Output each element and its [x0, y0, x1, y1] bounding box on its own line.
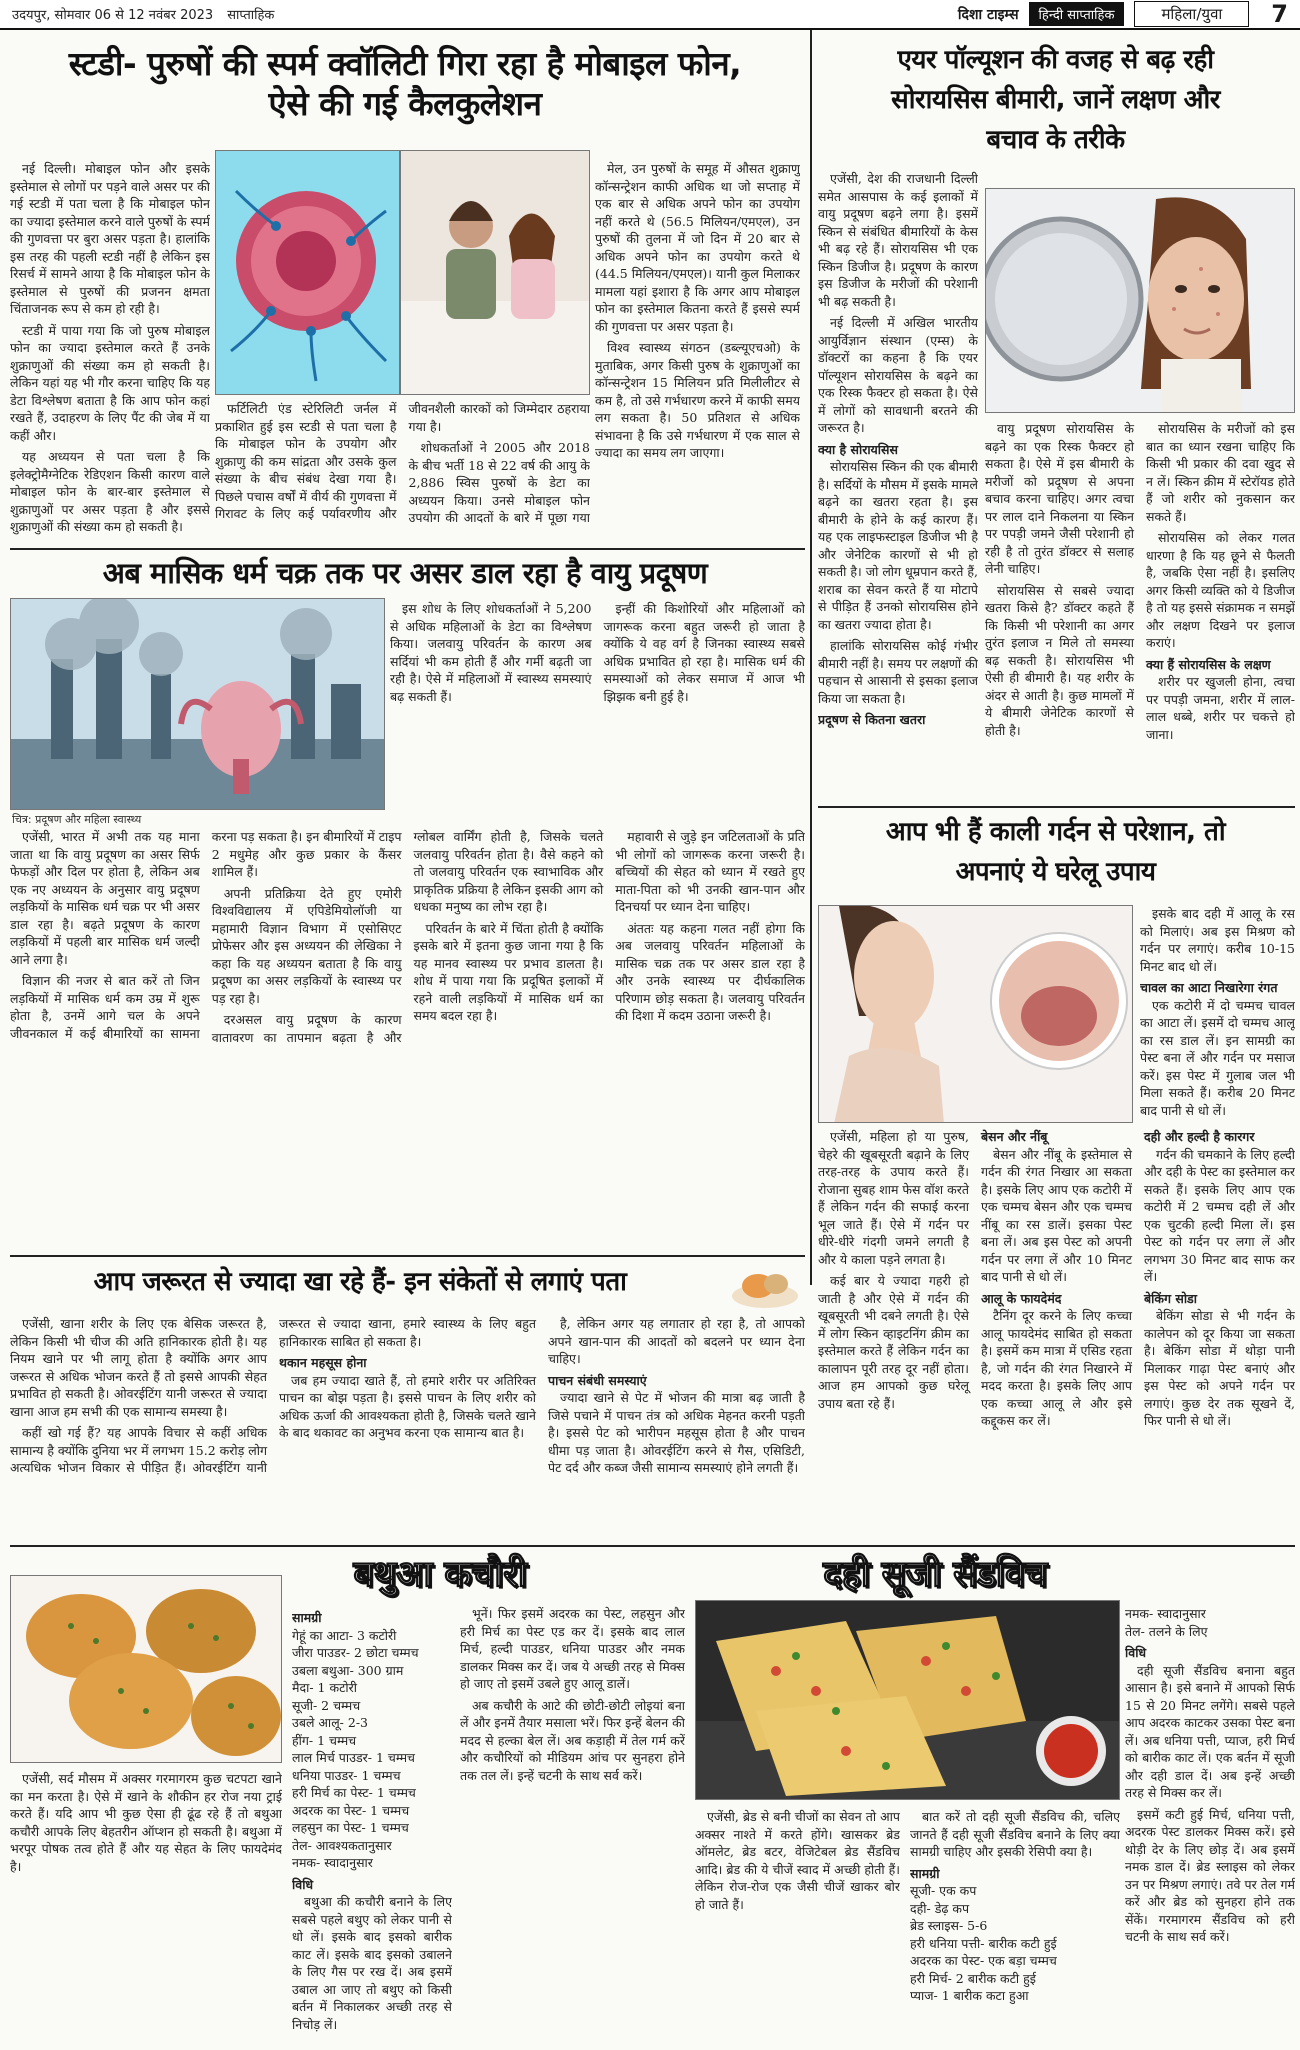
- ingredient: गेहूं का आटा- 3 कटोरी: [292, 1627, 397, 1643]
- article-body: [390, 600, 805, 818]
- paragraph: विश्व स्वास्थ्य संगठन (डब्ल्यूएचओ) के मुताबिक, अगर किसी पुरुष के शुक्राणुओं का कॉन्सन्ट्रेशन 15 मिलियन प्रति मिलीलीटर से कम है, तो उसे गर्भधारण करने में काफी समय लग सकता है। 50 प्रतिशत से अधिक संभावना है कि उसे गर्भधारण में एक साल से ज्यादा का समय लग जाएगा।: [595, 340, 800, 460]
- paragraph: सोरायसिस के मरीजों को इस बात का ध्यान रखना चाहिए कि किसी भी प्रकार की दवा खुद से न लें। स्किन क्रीम में स्टेरॉयड होते हैं जो शरीर को नुकसान कर सकते हैं।: [1146, 421, 1295, 524]
- paragraph: एक कटोरी में दो चम्मच चावल का आटा लें। इसमें दो चम्मच आलू का रस डाल लें। इन सामग्री का पेस्ट बना लें और गर्दन पर मसाज करें। इस पेस्ट में गुलाब जल भी मिला सकते हैं। करीब 20 मिनट बाद पानी से धो लें।: [1140, 997, 1295, 1118]
- ingredient: तेल- तलने के लिए: [1125, 1623, 1208, 1639]
- paragraph: नई दिल्ली में अखिल भारतीय आयुर्विज्ञान संस्थान (एम्स) के डॉक्टरों का कहना है कि एयर पॉल्यूशन सोरायसिस के बढ़ने का एक रिस्क फैक्टर हो सकता है। ऐसे में लोगों को सावधानी बरतने की जरूरत है।: [818, 315, 978, 435]
- section-rule: [10, 1255, 805, 1257]
- article-headline-overeating: आप जरूरत से ज्यादा खा रहे हैं- इन संकेतों से लगाएं पता: [93, 1267, 627, 1297]
- kachori-image: [10, 1575, 282, 1763]
- article-headline-sperm: [15, 44, 795, 124]
- paragraph: अंततः यह कहना गलत नहीं होगा कि अब जलवायु परिवर्तन महिलाओं के मासिक चक्र तक पर असर डाल रहा है और उनके स्वास्थ्य पर दीर्घकालिक परिणाम छोड़ सकता है। जलवायु परिवर्तन की दिशा में कदम उठाना जरूरी है।: [615, 920, 805, 1023]
- subheading: विधि: [292, 1876, 314, 1892]
- sandwich-image: [695, 1600, 1120, 1800]
- paragraph: शरीर पर खुजली होना, त्वचा पर पपड़ी जमना, शरीर में लाल-लाल धब्बे, शरीर पर चकत्ते हो जाना।: [1146, 674, 1295, 742]
- paragraph: गर्दन की चमकाने के लिए हल्दी और दही के पेस्ट का इस्तेमाल कर सकते हैं। इसके लिए आप एक कटोरी में 2 चम्मच दही लें और एक चुटकी हल्दी मिला लें। इस पेस्ट को गर्दन पर लगा लें और लगभग 30 मिनट बाद साफ कर लें।: [1144, 1146, 1295, 1284]
- article-headline-neck: [818, 812, 1293, 892]
- woman-neck-image: [818, 905, 1133, 1123]
- article-body: [695, 1808, 900, 2045]
- paragraph: अब कचौरी के आटे की छोटी-छोटी लोइयां बना लें और इनमें तैयार मसाला भरें। फिर इन्हें बेलन की मदद से हल्का बेल लें। अब कड़ाही में तेल गर्म करें और कचौरियों को मीडियम आंच पर सुनहरा होने तक तल लें। इन्हें चटनी के साथ सर्व करें।: [460, 1697, 685, 1783]
- masthead: [0, 0, 1300, 30]
- section-label: महिला/युवा: [1134, 1, 1249, 27]
- paragraph: नई दिल्ली। मोबाइल फोन और इसके इस्तेमाल से लोगों पर पड़ने वाले असर पर की गई स्टडी में पता चला है कि मोबाइल फोन का ज्यादा इस्तेमाल करने वाले पुरुषों के स्पर्म की गुणवत्ता पर बुरा असर पड़ता है। हालांकि इस तरह की पहली स्टडी नहीं है लेकिन इस रिसर्च में सामने आया है कि मोबाइल फोन के इस्तेमाल से पुरुषों की प्रजनन क्षमता चिंताजनक रूप से कम हो रही है।: [10, 161, 210, 316]
- ingredient: अदरक का पेस्ट- एक बड़ा चम्मच: [910, 1953, 1057, 1968]
- paragraph: कहीं खो गई हैं? यह आपके विचार से कहीं अधिक सामान्य है क्योंकि दुनिया भर में लगभग 15.2 करोड़ लोग अत्यधिक भोजन विकार से पीड़ित हैं। ओवरईटिंग यानी जरूरत से ज्यादा खाना, हमारे स्वास्थ्य के लिए बहुत हानिकारक साबित हो सकता है।: [10, 1316, 536, 1475]
- paragraph: शोधकर्ताओं ने 2005 और 2018 के बीच भर्ती 18 से 22 वर्ष की आयु के 2,886 स्विस पुरुषों के डेटा का अध्ययन किया। उनसे मोबाइल फोन उपयोग की आदतों के बारे में पूछा गया: [408, 440, 590, 525]
- paragraph: बेसन और नींबू के इस्तेमाल से गर्दन की रंगत निखार आ सकता है। इसके लिए आप एक कटोरी में एक चम्मच बेसन और एक चम्मच नींबू का रस डालें। इसका पेस्ट बना लें। अब इस पेस्ट को अपनी गर्दन पर लगा लें और 10 मिनट बाद पानी से धो लें।: [981, 1146, 1132, 1284]
- subheading: पाचन संबंधी समस्याएं: [548, 1372, 647, 1388]
- ingredient: सूजी- 2 चम्मच: [292, 1697, 361, 1713]
- ingredient: धनिया पाउडर- 1 चम्मच: [292, 1767, 401, 1783]
- paragraph: एजेंसी, सर्द मौसम में अक्सर गरमागरम कुछ चटपटा खाने का मन करता है। ऐसे में खाने के शौकीन हर रोज नया ट्राई करते हैं। यदि आप भी कुछ ऐसा ही ढूंढ रहे हैं तो बथुआ कचौरी आपके लिए बेहतरीन ऑप्शन हो सकती है। बथुआ में भरपूर पोषक तत्व होते हैं और यह सेहत के लिए फायदेमंद है।: [10, 1771, 282, 1874]
- paragraph: एजेंसी, महिला हो या पुरुष, चेहरे की खूबसूरती बढ़ाने के लिए तरह-तरह के उपाय करते हैं। रोजाना सुबह शाम फेस वॉश करते हैं लेकिन गर्दन की सफाई करना भूल जाते हैं। ऐसे में गर्दन पर धीरे-धीरे गंदगी जमने लगती है और ये काला पड़ने लगता है।: [818, 1129, 969, 1267]
- paragraph: मेल, उन पुरुषों के समूह में औसत शुक्राणु कॉन्सन्ट्रेशन काफी अधिक था जो सप्ताह में एक बार से अधिक अपने फोन का उपयोग नहीं करते थे (56.5 मिलियन/एमएल), उन पुरुषों की तुलना में जो दिन में 20 बार से अधिक अपने फोन का उपयोग करते थे (44.5 मिलियन/एमएल)। यानी कुल मिलाकर मामला यहां इशारा है कि अगर आप मोबाइल फोन का इस्तेमाल कितना करते हैं इससे स्पर्म की गुणवत्ता पर असर पड़ता है।: [595, 161, 800, 334]
- paragraph: हालांकि सोरायसिस कोई गंभीर बीमारी नहीं है। समय पर लक्षणों की पहचान से आसानी से इसका इलाज किया जा सकता है।: [818, 638, 978, 706]
- subheading: थकान महसूस होना: [279, 1355, 367, 1370]
- subheading: सामग्री: [910, 1865, 940, 1881]
- ingredient: जीरा पाउडर- 2 छोटा चम्मच: [292, 1645, 419, 1660]
- paragraph: सोरायसिस को लेकर गलत धारणा है कि यह छूने से फैलती है, जबकि ऐसा नहीं है। इसलिए अगर किसी व्यक्ति को ये डिजीज है तो यह इससे संक्रामक न समझें और लक्षण दिखने पर इलाज कराएं।: [1146, 530, 1295, 650]
- paragraph: बेकिंग सोडा से भी गर्दन के कालेपन को दूर किया जा सकता है। बेकिंग सोडा में थोड़ा पानी मिलाकर गाढ़ा पेस्ट बनाएं और इस पेस्ट को अपने गर्दन पर लगाएं। कुछ देर तक सूखने दें, फिर पानी से धो लें।: [1144, 1308, 1295, 1428]
- paragraph: सोरायसिस स्किन की एक बीमारी है। सर्दियों के मौसम में इसके मामले बढ़ने का खतरा रहता है। इस बीमारी के होने के कई कारण हैं। यह एक लाइफस्टाइल डिजीज भी है और जेनेटिक कारणों से भी हो सकती है। जो लोग धूम्रपान करते हैं, शराब का सेवन करते हैं या मोटापे से पीड़ित हैं उनको सोरायसिस होने का खतरा ज्यादा होता है।: [818, 459, 978, 632]
- subheading: आलू के फायदेमंद: [981, 1290, 1062, 1306]
- article-body: [10, 160, 210, 545]
- article-body: [460, 1605, 685, 2045]
- ingredient: हरी मिर्च का पेस्ट- 1 चम्मच: [292, 1785, 416, 1800]
- paragraph: जब हम ज्यादा खाते हैं, तो हमारे शरीर पर अतिरिक्त पाचन का बोझ पड़ता है। इससे पाचन के लिए शरीर को अधिक ऊर्जा की आवश्यकता होती है, जिसके चलते खाने के बाद थकावट का अनुभव करना एक सामान्य बात है।: [279, 1372, 536, 1440]
- ingredient: नमक- स्वादानुसार: [292, 1855, 373, 1870]
- article-body: [1125, 1605, 1295, 2045]
- headline-line: सोरायसिस बीमारी, जानें लक्षण और: [891, 85, 1220, 115]
- paragraph: स्टडी में पाया गया कि जो पुरुष मोबाइल फोन का ज्यादा इस्तेमाल करते हैं उनके शुक्राणुओं की संख्या कम हो सकती है। लेकिन यहां यह भी गौर करना चाहिए कि यह डेटा विश्लेषण बताता है कि आप फोन कहां रखते हैं, उदाहरण के लिए पैंट की जेब में या कहीं और।: [10, 322, 210, 443]
- section-rule: [10, 1545, 1295, 1547]
- article-body: [818, 170, 978, 800]
- article-body: [818, 1128, 1295, 1540]
- ingredient: ब्रेड स्लाइस- 5-6: [910, 1918, 988, 1933]
- article-body: [215, 400, 590, 545]
- brand-subtitle: हिन्दी साप्ताहिक: [1029, 2, 1125, 26]
- paragraph: दरअसल वायु प्रदूषण के कारण वातावरण का तापमान बढ़ता है और ग्लोबल वार्मिंग होती है, जिसके चलते जलवायु परिवर्तन होता है। वैसे कहने को तो जलवायु परिवर्तन एक स्वाभाविक और प्राकृतिक प्रक्रिया है लेकिन इसकी आग को धधका मनुष्य का लोभ रहा है।: [211, 829, 604, 1045]
- paragraph: इसके बाद दही में आलू के रस को मिलाएं। अब इस मिश्रण को गर्दन पर लगाएं। करीब 10-15 मिनट बाद धो लें।: [1140, 906, 1295, 974]
- headline-line: अपनाएं ये घरेलू उपाय: [955, 857, 1156, 887]
- paragraph: ज्यादा खाने से पेट में भोजन की मात्रा बढ़ जाती है जिसे पचाने में पाचन तंत्र को अधिक मेहनत करनी पड़ती है। इससे पेट को भारीपन महसूस होता है और पाचन धीमा पड़ जाता है। ओवरईटिंग करने से गैस, एसिडिटी, पेट दर्द और कब्ज जैसी सामान्य समस्याएं होने लगती हैं।: [548, 1390, 805, 1475]
- paragraph: एजेंसी, देश की राजधानी दिल्ली समेत आसपास के कई इलाकों में वायु प्रदूषण बढ़ने लगा है। इसमें स्किन से संबंधित बीमारियों के केस भी बढ़ रहे हैं। सोरायसिस भी एक स्किन डिजीज है। प्रदूषण के कारण इस डिजीज के मरीजों की परेशानी भी बढ़ सकती है।: [818, 171, 978, 309]
- headline-line: आप भी हैं काली गर्दन से परेशान, तो: [885, 817, 1226, 847]
- paragraph: इन्हीं की किशोरियों और महिलाओं को जागरूक करना बहुत जरूरी हो जाता है क्योंकि ये वह वर्ग है जिनका स्वास्थ्य सबसे अधिक प्रभावित हो रहा है। मासिक धर्म की समस्याओं को लेकर समाज में आज भी झिझक बनी हुई है।: [603, 601, 805, 704]
- ingredient: नमक- स्वादानुसार: [1125, 1606, 1206, 1621]
- headline-line: ऐसे की गई कैलकुलेशन: [268, 84, 542, 123]
- edition-date: उदयपुर, सोमवार 06 से 12 नवंबर 2023: [12, 8, 214, 23]
- paragraph: इस शोध के लिए शोधकर्ताओं ने 5,200 से अधिक महिलाओं के डेटा का विश्लेषण किया। जलवायु परिवर्तन के कारण अब सर्दियां भी कम होती हैं और गर्मी बढ़ती जा रही है। ऐसे में महिलाओं में स्वास्थ्य समस्याएं बढ़ सकती हैं।: [390, 601, 592, 704]
- paragraph: सोरायसिस से सबसे ज्यादा खतरा किसे है? डॉक्टर कहते हैं कि किसी भी परेशानी का अगर तुरंत इलाज न मिले तो समस्या बढ़ सकती है। सोरायसिस भी ऐसी ही बीमारी है। यह शरीर के अंदर से आती है। कुछ मामलों में ये बीमारी जेनेटिक कारणों से होती है।: [985, 582, 1134, 738]
- ingredient: लाल मिर्च पाउडर- 1 चम्मच: [292, 1750, 415, 1765]
- paragraph: कई बार ये ज्यादा गहरी हो जाती है और ऐसे में गर्दन की खूबसूरती भी दबने लगती है। ऐसे में लोग स्किन व्हाइटनिंग क्रीम का इस्तेमाल करते हैं लेकिन गर्दन का कालापन पूरी तरह दूर नहीं होता। आज हम आपको कुछ घरेलू उपाय बता रहे हैं।: [818, 1273, 969, 1411]
- ingredients-list: [292, 1605, 452, 2045]
- ingredient: प्याज- 1 बारीक कटा हुआ: [910, 1988, 1029, 2003]
- ingredient: हरी मिर्च- 2 बारीक कटी हुई: [910, 1970, 1036, 1986]
- headline-line: एयर पॉल्यूशन की वजह से बढ़ रही: [897, 45, 1214, 75]
- subheading: दही और हल्दी है कारगर: [1144, 1129, 1255, 1144]
- paragraph: परिवर्तन के बारे में चिंता होती है क्योंकि इसके बारे में इतना कुछ जाना गया है कि यह मानव स्वास्थ्य पर प्रभाव डालता है। शोध में पाया गया कि प्रदूषित इलाकों में रहने वाली लड़कियों में मासिक धर्म का समय बदल रहा है।: [413, 920, 604, 1023]
- paragraph: यह अध्ययन से पता चला है कि इलेक्ट्रोमैग्नेटिक रेडिएशन किसी कारण वाले मोबाइल फोन के बार-बार इस्तेमाल से शुक्राणुओं पर असर पड़ता है और इससे शुक्राणुओं की संख्या कम हो सकती है।: [10, 449, 210, 534]
- page-number: 7: [1271, 0, 1288, 28]
- article-body: [10, 1315, 805, 1540]
- ingredient: उबले आलू- 2-3: [292, 1715, 369, 1730]
- article-headline-psoriasis: [818, 40, 1293, 160]
- paragraph: महावारी से जुड़े इन जटिलताओं के प्रति भी लोगों को जागरूक करना जरूरी है। बच्चियों की सेहत को ध्यान में रखते हुए माता-पिता को भी उनकी खान-पान और दिनचर्या पर ध्यान देना चाहिए।: [615, 829, 805, 914]
- sperm-cell-image: [215, 150, 400, 395]
- article-body: [595, 160, 800, 545]
- woman-mirror-image: [985, 188, 1295, 413]
- column-divider: [810, 30, 812, 1285]
- section-rule: [818, 806, 1295, 808]
- subheading: चावल का आटा निखारेगा रंगत: [1140, 980, 1278, 995]
- article-headline-kachori: बथुआ कचौरी: [353, 1554, 527, 1595]
- section-rule: [10, 548, 805, 550]
- paragraph: वायु प्रदूषण सोरायसिस के बढ़ने का एक रिस्क फैक्टर हो सकता है। ऐसे में इस बीमारी के मरीजों को प्रदूषण से अपना बचाव करना चाहिए। अगर त्वचा पर लाल दाने निकलना या स्किन पर पपड़ी जमने जैसी परेशानी हो रही है तो तुरंत डॉक्टर से सलाह लेनी चाहिए।: [985, 421, 1134, 576]
- article-body: [10, 1770, 282, 2045]
- paragraph: टैनिंग दूर करने के लिए कच्चा आलू फायदेमंद साबित हो सकता है। इसमें कम मात्रा में एसिड रहता है, जो गर्दन की रंगत निखारने में मदद करता है। इसके लिए आप एक कच्चा आलू ले और इसे कद्दूकस कर लें।: [981, 1308, 1132, 1428]
- ingredients-list: [910, 1808, 1120, 2045]
- subheading: बेसन और नींबू: [981, 1129, 1048, 1144]
- brand-name: दिशा टाइम्स: [957, 6, 1019, 23]
- paragraph: दही सूजी सैंडविच बनाना बहुत आसान है। इसे बनाने में आपको सिर्फ 15 से 20 मिनट लगेंगे। सबसे पहले आप अदरक काटकर उसका पेस्ट बना लें। अब धनिया पत्ती, प्याज, हरी मिर्च को बारीक काट लें। एक बर्तन में सूजी और दही डाल दें। अब इन्हें अच्छी तरह से मिक्स कर लें।: [1125, 1662, 1295, 1800]
- ingredient: हींग- 1 चम्मच: [292, 1732, 357, 1748]
- paragraph: बथुआ की कचौरी बनाने के लिए सबसे पहले बथुए को लेकर पानी से धो लें। इसके बाद इसको बारीक काट लें। इसके बाद इसको उबालने के लिए गैस पर रख दें। अब इसमें उबाल आ जाए तो बथुए को किसी बर्तन में निकालकर अच्छी तरह से निचोड़ लें।: [292, 1894, 452, 2032]
- subheading: सामग्री: [292, 1610, 322, 1625]
- article-body: [985, 420, 1295, 805]
- paragraph: भूनें। फिर इसमें अदरक का पेस्ट, लहसुन और हरी मिर्च का पेस्ट एड कर दें। इसके बाद लाल मिर्च, हल्दी पाउडर, धनिया पाउडर और नमक डालकर मिक्स कर दें। जब ये अच्छी तरह से मिक्स हो जाए तो इसमें उबले हुए आलू डालें।: [460, 1606, 685, 1691]
- food-icon-image: [730, 1262, 800, 1310]
- ingredient: मैदा- 1 कटोरी: [292, 1680, 357, 1695]
- pollution-image: [10, 598, 385, 810]
- subheading: क्या हैं सोरायसिस के लक्षण: [1146, 656, 1271, 672]
- ingredient: हरी धनिया पत्ती- बारीक कटी हुई: [910, 1935, 1057, 1951]
- paragraph: एजेंसी, खाना शरीर के लिए एक बेसिक जरूरत है, लेकिन किसी भी चीज की अति हानिकारक होती है। यह नियम खाने पर भी लागू होता है क्योंकि अगर आप जरूरत से अधिक भोजन करते हैं तो इससे आपकी सेहत प्रभावित हो सकती है। ओवरईटिंग यानी जरूरत से ज्यादा खाना आज हम सभी की एक सामान्य समस्या है।: [10, 1316, 267, 1419]
- paragraph: विज्ञान की नजर से बात करें तो जिन लड़कियों में मासिक धर्म कम उम्र में शुरू होता है, उनमें आगे चल के अपने जीवनकाल में कई बीमारियों का सामना करना पड़ सकता है। इन बीमारियों में टाइप 2 मधुमेह और कुछ प्रकार के कैंसर शामिल हैं।: [10, 829, 402, 1041]
- couple-photo: [400, 150, 590, 395]
- article-body: [1140, 905, 1295, 1145]
- ingredient: अदरक का पेस्ट- 1 चम्मच: [292, 1802, 410, 1818]
- subheading: प्रदूषण से कितना खतरा: [818, 712, 926, 727]
- article-headline-sandwich: दही सूजी सैंडविच: [823, 1554, 1047, 1595]
- edition-type: साप्ताहिक: [227, 8, 275, 23]
- ingredient: दही- डेढ़ कप: [910, 1900, 970, 1916]
- paragraph: एजेंसी, ब्रेड से बनी चीजों का सेवन तो आप अक्सर नाश्ते में करते होंगे। खासकर ब्रेड ऑमलेट, ब्रेड बटर, वेजिटेबल ब्रेड सैंडविच आदि। ब्रेड की ये चीजें स्वाद में अच्छी होती हैं। लेकिन रोज-रोज एक जैसी चीजें खाकर बोर हो जाते हैं।: [695, 1809, 900, 1912]
- ingredient: तेल- आवश्यकतानुसार: [292, 1837, 392, 1853]
- headline-line: बचाव के तरीके: [986, 125, 1125, 155]
- image-caption: चित्र: प्रदूषण और महिला स्वास्थ्य: [12, 813, 142, 826]
- paragraph: इसमें कटी हुई मिर्च, धनिया पत्ती, अदरक पेस्ट डालकर मिक्स करें। इसे थोड़ी देर के लिए छोड़ दें। अब इसमें नमक डाल दें। ब्रेड स्लाइस को लेकर उन पर मिश्रण लगाएं। तवे पर तेल गर्म करें और ब्रेड को सुनहरा होने तक सेंकें। गरमागरम सैंडविच को हरी चटनी के साथ सर्व करें।: [1125, 1806, 1295, 1944]
- article-headline-menstrual: अब मासिक धर्म चक्र तक पर असर डाल रहा है वायु प्रदूषण: [102, 556, 708, 590]
- subheading: क्या है सोरायसिस: [818, 441, 898, 457]
- ingredient: उबला बथुआ- 300 ग्राम: [292, 1662, 404, 1678]
- article-body: [10, 828, 805, 1243]
- paragraph: फर्टिलिटी एंड स्टेरिलिटी जर्नल में प्रकाशित हुई इस स्टडी से पता चला है कि मोबाइल फोन के उपयोग और शुक्राणु की कम सांद्रता और उसके कुल संख्या के बीच संबंध देखा गया है। पिछले पचास वर्षों में वीर्य की गुणवत्ता में गिरावट के लिए कई पर्यावरणीय और जीवनशैली कारकों को जिम्मेदार ठहराया गया है।: [215, 401, 590, 521]
- paragraph: अपनी प्रतिक्रिया देते हुए एमोरी विश्वविद्यालय में एपिडेमियोलॉजी या महामारी विज्ञान विभाग में एसोसिएट प्रोफेसर और इस अध्ययन की लेखिका ने कहा कि यह अध्ययन बताता है कि वायु प्रदूषण का असर लड़कियों के स्वास्थ्य पर पड़ रहा है।: [211, 885, 402, 1006]
- ingredient: लहसुन का पेस्ट- 1 चम्मच: [292, 1820, 409, 1835]
- paragraph: एजेंसी, भारत में अभी तक यह माना जाता था कि वायु प्रदूषण का असर सिर्फ फेफड़ों और दिल पर होता है, लेकिन अब एक नए अध्ययन के अनुसार वायु प्रदूषण लड़कियों के मासिक धर्म चक्र पर भी असर डाल रहा है। बढ़ते प्रदूषण के कारण लड़कियों में पहली बार मासिक धर्म जल्दी आने लगा है।: [10, 829, 200, 967]
- subheading: विधि: [1125, 1645, 1147, 1660]
- paragraph: है, लेकिन अगर यह लगातार हो रहा है, तो आपको अपने खान-पान की आदतों को बदलने पर ध्यान देना चाहिए।: [548, 1316, 805, 1366]
- ingredient: सूजी- एक कप: [910, 1883, 977, 1898]
- headline-line: स्टडी- पुरुषों की स्पर्म क्वॉलिटी गिरा रहा है मोबाइल फोन,: [68, 44, 742, 83]
- subheading: बेकिंग सोडा: [1144, 1290, 1197, 1306]
- paragraph: बात करें तो दही सूजी सैंडविच की, चलिए जानते हैं दही सूजी सैंडविच बनाने के लिए क्या सामग्री चाहिए और इसकी रेसिपी क्या है।: [910, 1809, 1120, 1859]
